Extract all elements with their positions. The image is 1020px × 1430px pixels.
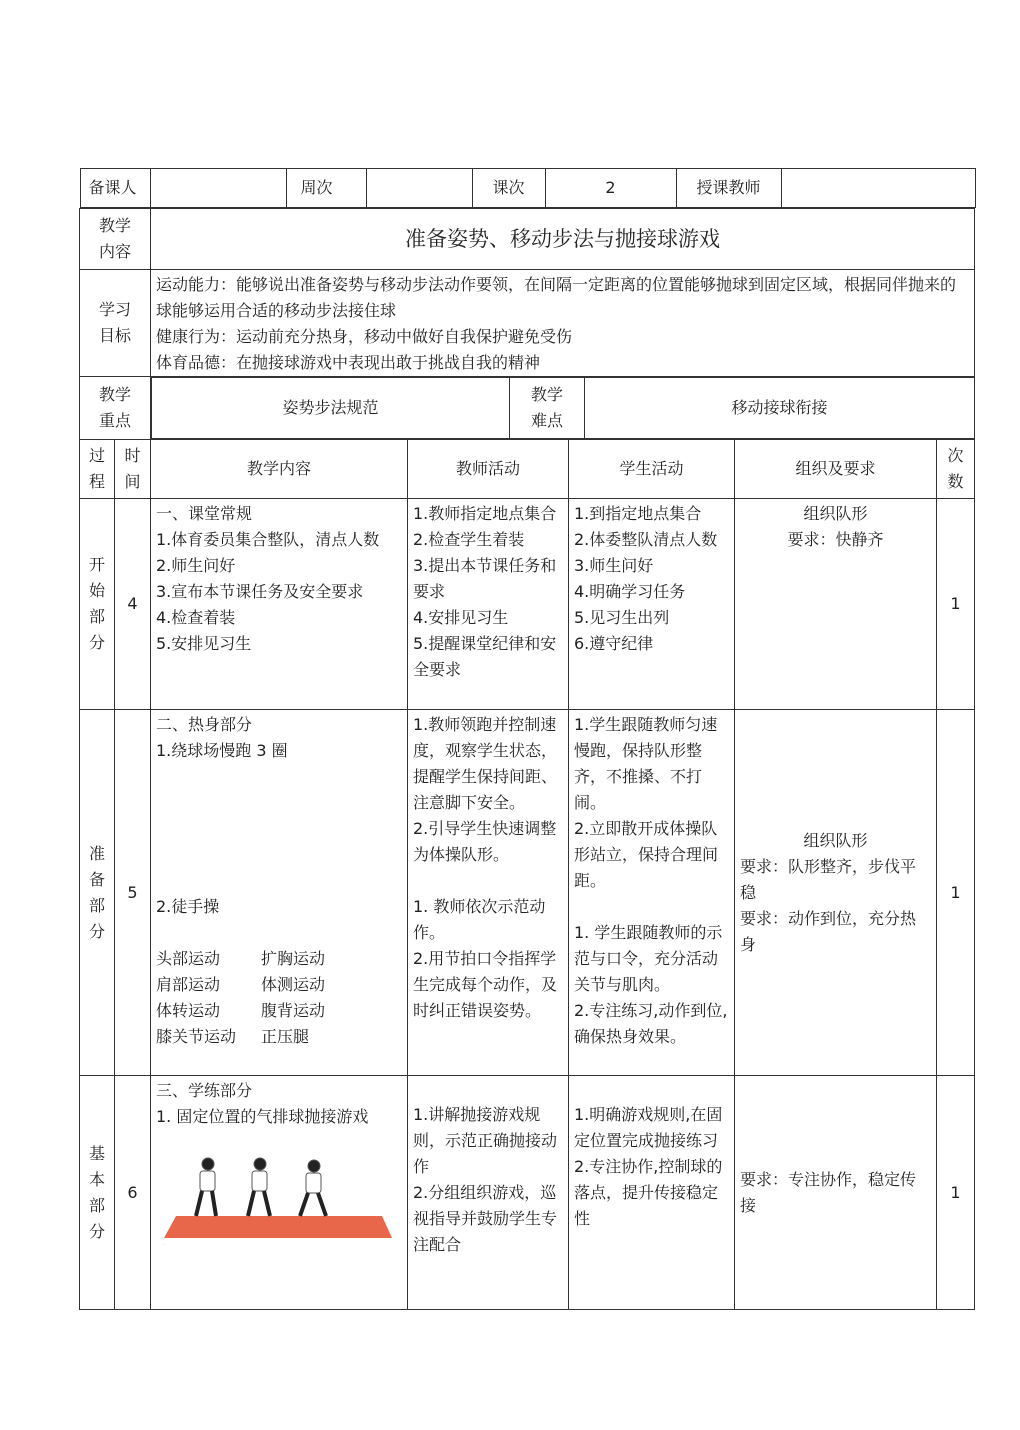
- ready-stance-illustration: [156, 1146, 392, 1246]
- teacher-cell: 1.教师领跑并控制速度，观察学生状态，提醒学生保持间距、注意脚下安全。 2.引导学生快速调整为体操队形。 1. 教师依次示范动作。 2.用节拍口令指挥学生完成每个动作，及时纠正错误姿势。: [408, 710, 569, 1076]
- lesson-value: 2: [545, 169, 676, 208]
- exercise-row: 肩部运动 体测运动: [156, 975, 326, 994]
- section-warmup: [80, 710, 975, 1076]
- col-org: 组织及要求: [735, 440, 937, 499]
- header-row: [80, 168, 975, 209]
- exercise-row: 体转运动 腹背运动: [156, 1001, 326, 1020]
- student-cell: 1.到指定地点集合 2.体委整队清点人数 3.师生问好 4.明确学习任务 5.见习生出列 6.遵守纪律: [569, 499, 735, 710]
- teacher-value: [781, 169, 975, 208]
- stage-label: 基 本 部 分: [80, 1076, 115, 1310]
- count-value: 1: [937, 710, 975, 1076]
- col-teacher: 教师活动: [408, 440, 569, 499]
- focus-label: 教学 重点: [80, 377, 151, 440]
- goals-label: 学习 目标: [80, 270, 151, 377]
- content-cell: 一、课堂常规 1.体育委员集合整队，清点人数 2.师生问好 3.宣布本节课任务及安全要求 4.检查着装 5.安排见习生: [151, 499, 408, 710]
- difficulty-label: 教学 难点: [510, 378, 585, 439]
- difficulty-value: 移动接球衔接: [585, 378, 975, 439]
- exercise-row: 膝关节运动 正压腿: [156, 1027, 310, 1046]
- count-value: 1: [937, 499, 975, 710]
- content-cell: 三、学练部分 1. 固定位置的气排球抛接游戏 .: [151, 1076, 408, 1310]
- col-content: 教学内容: [151, 440, 408, 499]
- col-student: 学生活动: [569, 440, 735, 499]
- stage-label: 准 备 部 分: [80, 710, 115, 1076]
- time-value: 5: [115, 710, 151, 1076]
- student-cell: 1.明确游戏规则,在固定位置完成抛接练习 2.专注协作,控制球的落点，提升传接稳定性: [569, 1076, 735, 1310]
- time-value: 6: [115, 1076, 151, 1310]
- exercise-row: 头部运动 扩胸运动: [156, 949, 326, 968]
- section-practice: [80, 1076, 975, 1310]
- stage-label: 开 始 部 分: [80, 499, 115, 710]
- org-cell: 组织队形 要求：快静齐: [735, 499, 937, 710]
- focus-value: 姿势步法规范: [152, 378, 510, 439]
- lesson-label: 课次: [472, 169, 545, 208]
- svg-text:.: .: [164, 1241, 166, 1246]
- org-cell: 组织队形 要求：队形整齐，步伐平稳 要求：动作到位，充分热身: [735, 710, 937, 1076]
- goals-row: [80, 270, 975, 377]
- column-header-row: [80, 440, 975, 499]
- content-row: [80, 209, 975, 270]
- col-count: 次 数: [937, 440, 975, 499]
- lesson-plan-table: [79, 168, 975, 1310]
- content-cell: 二、热身部分 1.绕球场慢跑 3 圈 2.徒手操 头部运动 扩胸运动 肩部运动 体测运动 体转运动 腹背运动 膝关节运动 正压腿: [151, 710, 408, 1076]
- week-value: [366, 169, 472, 208]
- lesson-title: 准备姿势、移动步法与抛接球游戏: [151, 209, 975, 270]
- count-value: 1: [937, 1076, 975, 1310]
- org-cell: 要求：专注协作，稳定传接: [735, 1076, 937, 1310]
- focus-row: [80, 377, 975, 440]
- col-process: 过 程: [80, 440, 115, 499]
- teacher-label: 授课教师: [676, 169, 781, 208]
- teacher-cell: 1.讲解抛接游戏规则，示范正确抛接动作 2.分组组织游戏，巡视指导并鼓励学生专注配合: [408, 1076, 569, 1310]
- preparer-label: 备课人: [80, 169, 150, 208]
- col-time: 时 间: [115, 440, 151, 499]
- section-start: [80, 499, 975, 710]
- content-label: 教学 内容: [80, 209, 151, 270]
- preparer-value: [150, 169, 286, 208]
- teacher-cell: 1.教师指定地点集合 2.检查学生着装 3.提出本节课任务和要求 4.安排见习生 5.提醒课堂纪律和安全要求: [408, 499, 569, 710]
- goals-text: 运动能力：能够说出准备姿势与移动步法动作要领，在间隔一定距离的位置能够抛球到固定区域，根据同伴抛来的球能够运用合适的移动步法接住球 健康行为：运动前充分热身，移动中做好自我保护避免受伤 体育品德：在抛接球游戏中表现出敢于挑战自我的精神: [151, 270, 975, 377]
- time-value: 4: [115, 499, 151, 710]
- week-label: 周次: [286, 169, 366, 208]
- student-cell: 1.学生跟随教师匀速慢跑，保持队形整齐，不推搡、不打闹。 2.立即散开成体操队形站立，保持合理间距。 1. 学生跟随教师的示范与口令，充分活动关节与肌肉。 2.专注练习,动作到位,确保热身效果。: [569, 710, 735, 1076]
